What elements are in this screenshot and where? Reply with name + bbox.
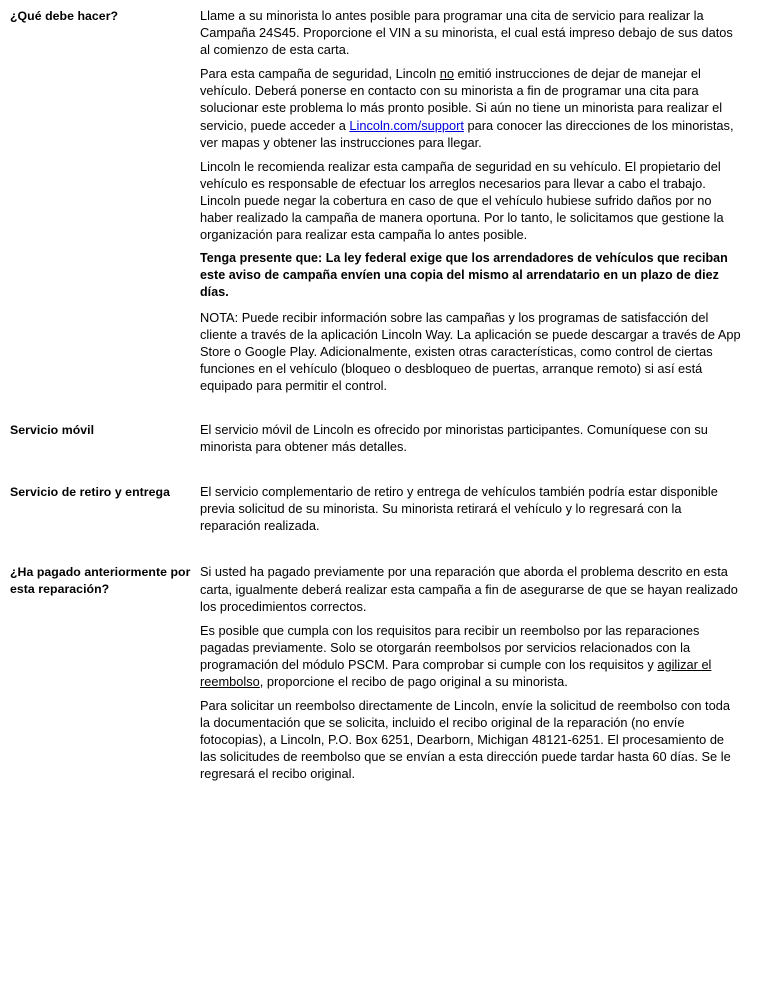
- paragraph: [200, 421, 742, 455]
- text-run: Llame a su minorista lo antes posible para programar una cita de servicio para realizar la Campaña 24S45. Proporcione el VIN a su minorista, el cual está impreso debajo de sus datos al comienzo de esta carta.: [200, 8, 733, 58]
- text-run: Es posible que cumpla con los requisitos para recibir un reembolso por las reparaciones pagadas previamente. Solo se otorgarán reembolsos por servicios relacionados con la programación del módulo PSCM. Para comprobar si cumple con los requisitos y: [200, 622, 700, 672]
- text-run: Si usted ha pagado previamente por una reparación que aborda el problema descrito en esta carta, igualmente deberá realizar esta campaña a fin de asegurarse de que se hayan realizado los procedimientos correctos.: [200, 564, 738, 614]
- section-ha-pagado-anteriormente: [10, 563, 750, 782]
- text-run: Para esta campaña de seguridad, Lincoln: [200, 66, 440, 82]
- section-body: [200, 563, 750, 782]
- paragraph: [200, 697, 742, 782]
- section-spacer: [10, 394, 750, 421]
- emphasis-underline-agilizar: agilizar el reembolso: [200, 656, 712, 689]
- section-servicio-movil: [10, 421, 750, 455]
- text-run: El servicio complementario de retiro y entrega de vehículos también podría estar disponible previa solicitud de su minorista. Su minorista retirará el vehículo y lo regresará con la reparación realizada.: [200, 484, 718, 534]
- emphasis-underline-no: no: [439, 66, 454, 82]
- paragraph: [200, 563, 742, 614]
- section-spacer: [10, 534, 750, 563]
- paragraph: [200, 622, 742, 690]
- paragraph: [200, 7, 742, 58]
- text-run: , proporcione el recibo de pago original a su minorista.: [259, 674, 568, 689]
- section-heading: ¿Qué debe hacer?: [10, 9, 119, 23]
- paragraph-bold-notice: [200, 250, 742, 301]
- text-run: emitió instrucciones de dejar de manejar el vehículo. Deberá ponerse en contacto con su minorista a fin de programar una cita para solucionar este problema lo más pronto posible. Si aún no tiene un minorista para realizar el servicio, puede acceder a: [200, 66, 723, 133]
- section-body: [200, 421, 750, 455]
- section-heading: ¿Ha pagado anteriormente por esta reparación?: [10, 565, 191, 597]
- lincoln-support-link[interactable]: Lincoln.com/support: [349, 117, 464, 133]
- section-que-debe-hacer: [10, 7, 750, 394]
- paragraph: [200, 65, 742, 150]
- paragraph-nota: [200, 309, 742, 394]
- section-heading: Servicio móvil: [10, 422, 95, 437]
- section-body: [200, 7, 750, 394]
- paragraph: [200, 158, 742, 243]
- section-heading: Servicio de retiro y entrega: [10, 485, 170, 500]
- text-run: Lincoln le recomienda realizar esta campaña de seguridad en su vehículo. El propietario del vehículo es responsable de efectuar los arreglos necesarios para llevar a cabo el trabajo. Lincoln puede negar la cobertura en caso de que el vehículo hubiese sufrido daños por no haber realizado la campaña de manera oportuna. Por lo tanto, le solicitamos que gestione la organización para realizar esta campaña lo antes posible.: [200, 158, 724, 243]
- text-run: Tenga presente que: La ley federal exige que los arrendadores de vehículos que reciban este aviso de campaña envíen una copia del mismo al arrendatario en un plazo de diez días.: [200, 251, 728, 300]
- section-body: [200, 483, 750, 534]
- paragraph: [200, 483, 742, 534]
- text-run: NOTA: Puede recibir información sobre las campañas y los programas de satisfacción del cliente a través de la aplicación Lincoln Way. La aplicación se puede descargar a través de App Store o Google Play. Adicionalmente, existen otras características, como control de ciertas funciones en el vehículo (bloqueo o desbloqueo de puertas, arranque remoto) si así está equipado para permitir el control.: [200, 309, 741, 393]
- text-run: para conocer las direcciones de los minoristas, ver mapas y obtener las instrucciones para llegar.: [200, 117, 734, 150]
- section-spacer: [10, 455, 750, 483]
- text-run: Para solicitar un reembolso directamente de Lincoln, envíe la solicitud de reembolso con toda la documentación que se solicita, incluido el recibo original de la reparación (no envíe fotocopias), a Lincoln, P.O. Box 6251, Dearborn, Michigan 48121-6251. El procesamiento de las solicitudes de reembolso que se envían a esta dirección puede tardar hasta 60 días. Se le regresará el recibo original.: [200, 698, 731, 782]
- text-run: El servicio móvil de Lincoln es ofrecido por minoristas participantes. Comuníquese con su minorista para obtener más detalles.: [200, 421, 708, 455]
- section-servicio-retiro-entrega: [10, 483, 750, 534]
